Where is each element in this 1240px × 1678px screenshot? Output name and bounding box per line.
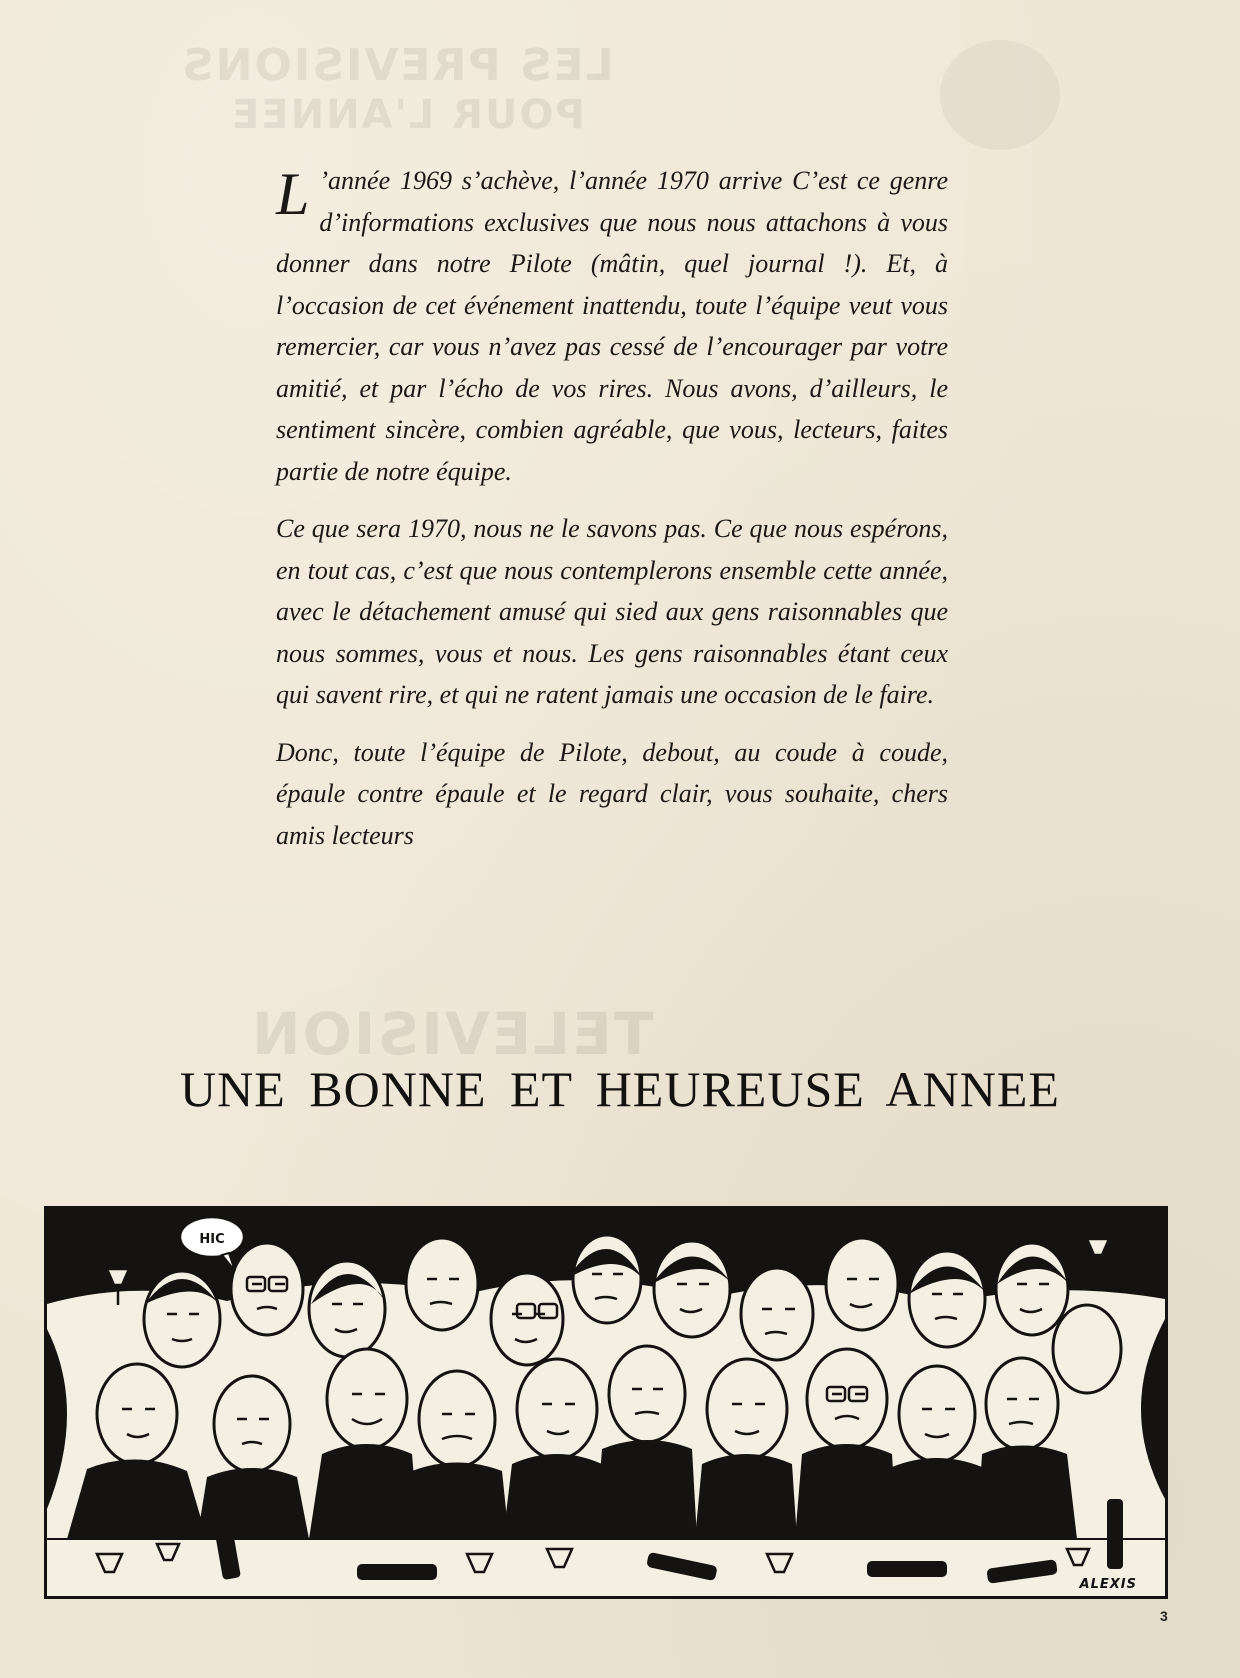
- editorial-paragraph-1: [276, 160, 948, 492]
- new-year-headline: UNE BONNE ET HEUREUSE ANNEE: [180, 1061, 1060, 1117]
- bleed-through-shape: [940, 40, 1060, 150]
- caricature-drawing: [47, 1209, 1165, 1596]
- team-caricature-illustration: [44, 1206, 1168, 1599]
- speech-bubble-text: HIC: [199, 1232, 225, 1247]
- bleed-through-text: TELEVISION: [250, 1000, 654, 1068]
- editorial-text: [276, 160, 948, 872]
- editorial-paragraph-2: Ce que sera 1970, nous ne le savons pas. Ce que nous espérons, en tout cas, c’est que nous contemplerons ensemble cette année, avec le détachement amusé qui sied aux gens raisonnables que nous sommes, vous et nous. Les gens raisonnables étant ceux qui savent rire, et qui ne ratent jamais une occasion de le faire.: [276, 514, 948, 709]
- bleed-through-text: POUR L'ANNEE: [230, 92, 585, 138]
- paragraph-1-text: ’année 1969 s’achève, l’année 1970 arrive C’est ce genre d’informations exclusives que nous nous attachons à vous donner dans notre Pilote (mâtin, quel journal !). Et, à l’occasion de cet événement inattendu, toute l’équipe veut vous remercier, car vous n’avez pas cessé de l’encourager par votre amitié, et par l’écho de vos rires. Nous avons, d’ailleurs, le sentiment sincère, combien agréable, que vous, lecteurs, faites partie de notre équipe.: [276, 166, 948, 486]
- bleed-through-text: LES PREVISIONS: [180, 40, 614, 91]
- drop-cap: L: [276, 161, 310, 227]
- artist-signature: ALEXIS: [1079, 1577, 1137, 1592]
- editorial-paragraph-3: Donc, toute l’équipe de Pilote, debout, au coude à coude, épaule contre épaule et le regard clair, vous souhaite, chers amis lecteurs: [276, 737, 948, 850]
- page-number: 3: [1160, 1608, 1168, 1624]
